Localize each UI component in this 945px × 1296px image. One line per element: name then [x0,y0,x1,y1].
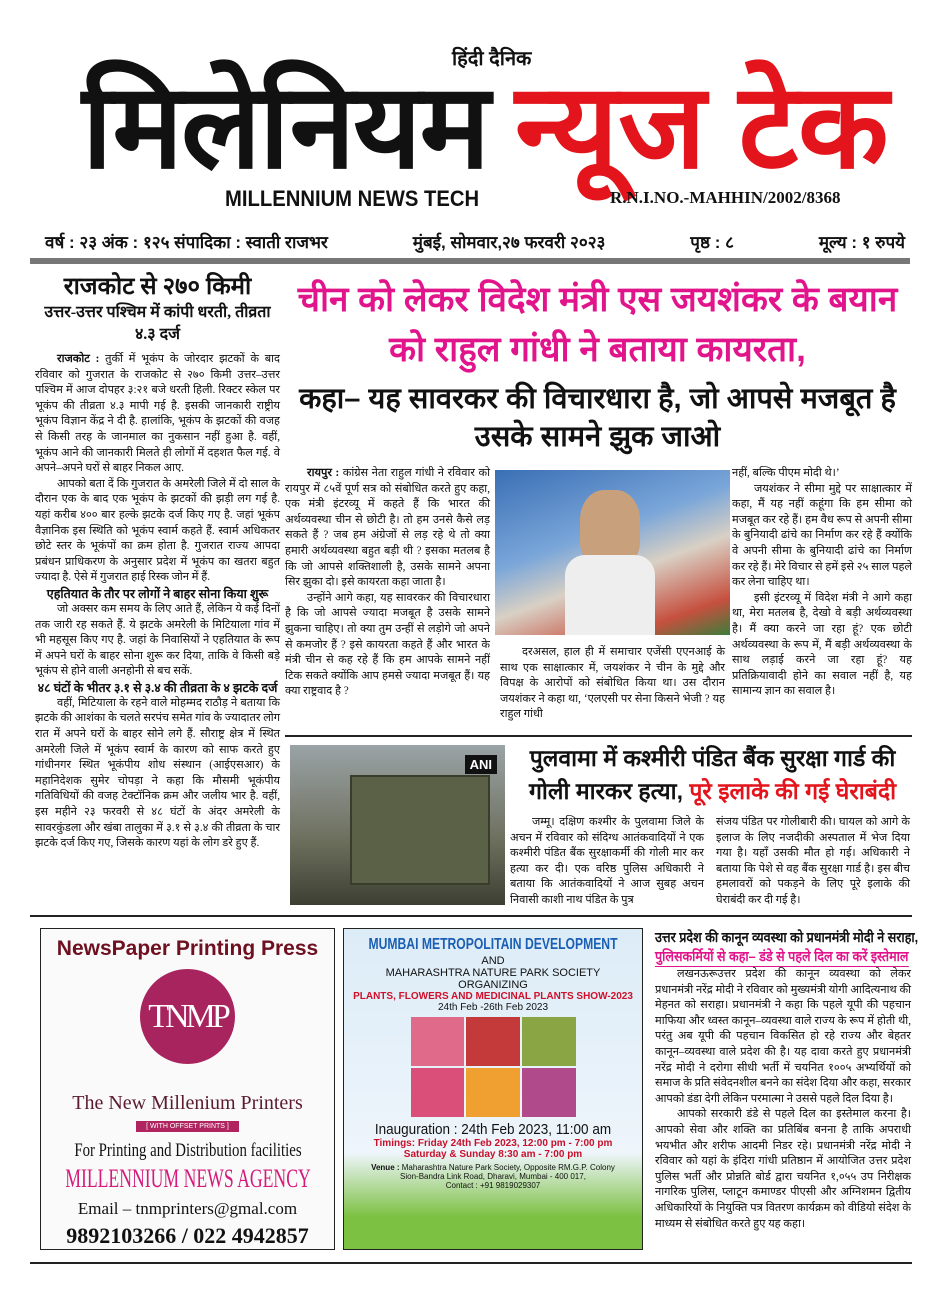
paragraph: दरअसल, हाल ही में समाचार एजेंसी एएनआई के साथ एक साक्षात्कार में, जयशंकर ने चीन के मुद्दे और विपक्ष के आरोपों को संबोधित किया था। उस दौरान जयशंकर ने कहा था, ‘एलएसी पर सेना किसने भेजी ? यह राहुल गांधी [500,646,725,721]
paragraph: जयशंकर ने सीमा मुद्दे पर साक्षात्कार में कहा, मैं यह नहीं कहूंगा कि हम सीमा को मजबूत कर रहे हैं। हम वैध रूप से अपनी सीमा के बुनियादी ढांचे का निर्माण कर रहे हैं क्योंकि वे अपनी सीमा के बुनियादी ढांचे का निर्माण कर रहे हैं। मेरे विचार से हमें इसे २५ साल पहले कर लेना चाहिए था। [732,482,912,589]
paragraph: वहीं, मिटियाला के रहने वाले मोहम्मद राठौड़ ने बताया कि झटके की आशंका के चलते सरपंच समेत गांव के ज्यादातर लोग रात में अपने घरों के बाहर सोने लगे हैं. सौराष्ट्र क्षेत्र में स्थित अमरेली जिले में भूकंप स्वार्म के कारण को साफ करते हुए गांधीनगर स्थित भूकंपीय शोध संस्थान (आईएसआर) के महानिदेशक सुमेर चोपड़ा ने कहा कि मौसमी भूकंपीय गतिविधियों की वजह टेक्टॉनिक क्रम और जलीय भार है. वहीं, इस महीने २३ फरवरी से ४८ घंटों के अंदर अमरेली के सावरकुंडला और खंबा तालुका में ३.१ से ३.४ की तीव्रता के चार झटके दर्ज किए गए, जिसके कारण यहां के लोग डरे हुए हैं. [35,696,280,850]
headline-black: पुलवामा में कश्मीरी पंडित बैंक सुरक्षा गार्ड की गोली मारकर हत्या, [528,745,896,804]
contact: Contact : +91 9819029307 [445,1181,541,1190]
flower-photo [522,1017,576,1066]
kashmir-headline [515,742,910,808]
rni-number: R.N.I.NO.-MAHHIN/2002/8368 [610,188,841,207]
ad-society: MAHARASHTRA NATURE PARK SOCIETY [385,967,601,979]
section-subhead: ४८ घंटों के भीतर ३.१ से ३.४ की तीव्रता के ४ झटके दर्ज [37,680,278,695]
paragraph: इसी इंटरव्यू में विदेश मंत्री ने आगे कहा था, मेरा मतलब है, देखो वे बड़ी अर्थव्यवस्था है। मैं क्या करने जा रहा हूं? एक छोटी अर्थव्यवस्था के रूप में, मैं बड़ी अर्थव्यवस्था के साथ लड़ाई करने जा रहा हूं? यह प्रतिक्रियावादी होने का सवाल नहीं है, यह सामान्य ज्ञान का सवाल है। [732,591,912,698]
section-subhead: एहतियात के तौर पर लोगों ने बाहर सोना किया शुरू [46,586,269,601]
ad-organizing: ORGANIZING [458,979,528,991]
masthead-divider [30,258,910,264]
divider [30,915,912,917]
lead-column-2 [500,645,725,723]
rahul-gandhi-photo [495,470,730,635]
ad-line: For Printing and Distribution facilities [73,1140,302,1161]
paragraph: संजय पंडित पर गोलीबारी की। घायल को आगे के इलाज के लिए नजदीकी अस्पताल में भेज दिया गया है। यहाँ उसकी मौत हो गई। अधिकारी ने बताया कि पेशे से वह बैंक सुरक्षा गार्ड है। इस बीच हमलावरों को पकड़ने के लिए पूरे इलाके की घेराबंदी कर दी गई है। [716,816,910,906]
timings-weekend: Saturday & Sunday 8:30 am - 7:00 pm [403,1149,583,1160]
ad-phones: 9892103266 / 022 4942857 [66,1223,309,1248]
show-dates: 24th Feb -26th Feb 2023 [437,1002,549,1013]
paragraph: तुर्की में भूकंप के जोरदार झटकों के बाद रविवार को गुजरात के राजकोट से २७० किमी उत्तर–उत्तर पश्चिम में आज दोपहर ३:२१ बजे धरती हिली. रिक्टर स्केल पर भूकंप की तीव्रता ४.३ मापी गई है. इसकी जानकारी राष्ट्रीय भूकंप विज्ञान केंद्र ने दी है. हालांकि, भूकंप के झटकों की वजह से किसी तरह के जानमाल का नुकसान नहीं हुआ है. वहीं, भूकंप आने की जानकारी मिलते ही लोगों में दहशत फैल गई. वे अपने–अपने घरों से बाहर निकल आए. [35,353,280,475]
ad-title: NewsPaper Printing Press [56,937,319,960]
rajkot-earthquake-article [35,272,280,852]
article-subheadline: उत्तर-उत्तर पश्चिम में कांपी धरती, तीव्रता ४.३ दर्ज [44,304,271,343]
venue-label: Venue : [371,1163,400,1172]
flower-photo [466,1068,520,1117]
brand-name: The New Millenium Printers [72,1092,303,1114]
venue-line: Maharashtra Nature Park Society, Opposite RM.G.P. Colony [401,1163,615,1172]
flower-show-ad [343,928,643,1250]
up-law-order-article [655,928,919,1232]
article-headline: राजकोट से २७० किमी [63,274,252,300]
paragraph: उन्होंने आगे कहा, यह सावरकर की विचारधारा है कि जो आपसे ज्यादा मजबूत है उसके सामने झुकना चाहिए। तो क्या तुम उन्हीं से लड़ोगे जो अपने से कमजोर हैं ? इसे कायरता कहते हैं और भारत के मंत्री चीन से कह रहे हैं कि हम आपके सामने नहीं टिक सकते क्योंकि आप हमसे ज्यादा मजबूत हैं। यह क्या राष्ट्रवाद है ? [285,591,490,698]
lead-subheadline: कहा– यह सावरकर की विचारधारा है, जो आपसे मजबूत है उसके सामने झुक जाओ [299,383,896,453]
lead-column-3 [732,466,912,700]
show-name: PLANTS, FLOWERS AND MEDICINAL PLANTS SHOW-2023 [353,991,633,1002]
truck-shape [350,775,490,885]
issue-info-bar [45,230,905,253]
ad-email: Email – tnmprinters@gmal.com [77,1199,298,1218]
dateline: रायपुर : [307,467,340,479]
flower-photo [411,1068,465,1117]
headline-red: पूरे इलाके की गई घेराबंदी [689,778,897,804]
ribbon: [ WITH OFFSET PRINTS ] [136,1121,239,1132]
printing-press-ad [40,928,335,1250]
lead-headline: चीन को लेकर विदेश मंत्री एस जयशंकर के बयान को राहुल गांधी ने बताया कायरता, [297,280,898,369]
issue-editor: वर्ष : २३ अंक : १२५ संपादिका : स्वाती राजभर [45,233,328,252]
price: मूल्य : १ रुपये [818,233,905,252]
army-truck-photo [290,745,505,905]
paragraph: आपको बता दें कि गुजरात के अमरेली जिले में दो साल के दौरान एक के बाद एक भूकंप के झटकों की झड़ी लग गई है. यहां करीब ४०० बार हल्के झटके दर्ज किए गए है. जहां भूकंप वैज्ञानिक इस स्थिति को भूकंप स्वार्म कहते हैं. स्वार्म अधिकतर छोटे स्तर के भूकंपों का क्रम होता है. गुजरात राज्य आपदा प्रबंधन प्राधिकरण के अनुसार प्रदेश में भूकंप का खतरा बहुत ज्यादा है. ऐसे में गुजरात हाई रिस्क जोन में हैं. [35,477,280,584]
article-subheadline: पुलिसकर्मियों से कहा– डंडे से पहले दिल का करें इस्तेमाल [655,946,908,967]
photo-credit: ANI [465,755,497,774]
ad-title: MUMBAI METROPOLITAIN DEVELOPMENT [368,936,618,953]
masthead-title-red: न्यूज टेक [515,61,889,193]
lead-column-1 [285,466,490,700]
place-date: मुंबई, सोमवार,२७ फरवरी २०२३ [412,233,606,252]
bottom-rule [30,1262,912,1264]
divider [285,735,912,737]
speaker-figure [580,490,640,565]
flower-photo [411,1017,465,1066]
speaker-shirt [565,555,655,635]
paragraph: आपको सरकारी डंडे से पहले दिल का इस्तेमाल करना है। आपको सेवा और शक्ति का प्रतिबिंब बनना है ताकि अपराधी भयभीत और शरीफ आदमी निडर रहे। प्रधानमंत्री नरेंद्र मोदी ने रविवार को यहां के इंदिरा गांधी प्रतिष्ठान में आयोजित उत्तर प्रदेश पुलिस भर्ती और प्रोन्नति बोर्ड द्वारा चयनित १,०५५ उप निरीक्षक नागरिक पुलिस, प्लाटून कमाण्डर पीएसी और अग्निशमन द्वितीय अधिकारियों के नियुक्ति पत्र वितरण कार्यक्रम को वीडियो संदेश के माध्यम से संबोधित करते हुए यह कहा। [655,1108,911,1230]
ad-title-row [344,935,642,955]
flower-photo [466,1017,520,1066]
paragraph: लखनऊरूउत्तर प्रदेश की कानून व्यवस्था को लेकर प्रधानमंत्री नरेंद्र मोदी ने रविवार को मुख्यमंत्री योगी आदित्यनाथ की मेहनत को सराहा। प्रधानमंत्री ने कहा कि पहले यूपी की पहचान माफिया और ध्वस्त कानून–व्यवस्था वाले राज्य के रूप में होती थी, परंतु अब यूपी की पहचान विकसित हो रहे राज्य और बेहतर कानून–व्यवस्था वाले प्रदेश की है। यह दावा करते हुए प्रधानमंत्री नरेंद्र मोदी ने दरोगा सीधी भर्ती में चयनित १००५ अभ्यर्थियों को समाज के प्रति संवेदनशील बनने का संदेश दिया और कहा, सरकार आपको डंडा देगी लेकिन परमात्मा ने उससे पहले दिल दिया है। [655,968,911,1105]
dateline: राजकोट : [57,353,100,365]
masthead-title-english: MILLENNIUM NEWS TECH [225,186,480,211]
kashmir-body [510,815,910,909]
timings-weekday: Timings: Friday 24th Feb 2023, 12:00 pm - 7:00 pm [373,1138,613,1149]
masthead-title-black: मिलेनियम [82,61,489,193]
paragraph: कांग्रेस नेता राहुल गांधी ने रविवार को रायपुर में ८५वें पूर्ण सत्र को संबोधित करते हुए कहा, एक मंत्री इंटरव्यू में कहते हैं कि भारत की अर्थव्यवस्था चीन से छोटी है। तो हम उनसे कैसे लड़ सकते हैं ? जब हम अंग्रेजों से लड़ रहे थे तो क्या हमारी अर्थव्यवस्था बहुत बड़ी थी ? इसका मतलब है कि जो आपसे शक्तिशाली है, उसके सामने अपना सिर झुका दो। इसे कायरता कहा जाता है। [285,467,491,589]
tnmp-logo: TNMP [140,969,235,1064]
venue-line: Sion-Bandra Link Road, Dharavi, Mumbai - 400 017, [400,1172,586,1181]
flower-photo [522,1068,576,1117]
paragraph: जम्मू। दक्षिण कश्मीर के पुलवामा जिले के अचन में रविवार को संदिग्ध आतंकवादियों ने एक कश्मीरी पंडित बैंक सुरक्षाकर्मी की गोली मार कर हत्या कर दी। एक वरिष्ठ पुलिस अधिकारी ने बताया कि आतंकवादियों ने आज सुबह अचन निवासी काशी नाथ पंडित के पुत्र [510,816,704,906]
flower-photo-grid [411,1017,576,1117]
paragraph: जो अक्सर कम समय के लिए आते हैं, लेकिन ये कई दिनों तक जारी रह सकते हैं. ये झटके अमरेली के मिटियाला गांव में भी महसूस किए गए है. जहां के निवासियों ने एहतियात के रूप में अपने घरों के बाहर सोना शुरू कर दिया, ताकि वे किसी बड़े भूकंप से होने वाली अनहोनी से बच सकें. [35,602,280,678]
article-headline: उत्तर प्रदेश की कानून व्यवस्था को प्रधानमंत्री मोदी ने सराहा, [655,929,919,945]
paragraph: नहीं, बल्कि पीएम मोदी थे।’ [732,467,840,479]
agency-name-row [41,1163,334,1195]
ad-and: AND [481,955,505,967]
agency-name: MILLENNIUM NEWS AGENCY [64,1164,311,1193]
page-number: पृष्ठ : ८ [690,233,734,252]
masthead-tagline: हिंदी दैनिक [452,48,532,70]
inauguration: Inauguration : 24th Feb 2023, 11:00 am [374,1121,612,1138]
ad-line-row [41,1139,334,1163]
